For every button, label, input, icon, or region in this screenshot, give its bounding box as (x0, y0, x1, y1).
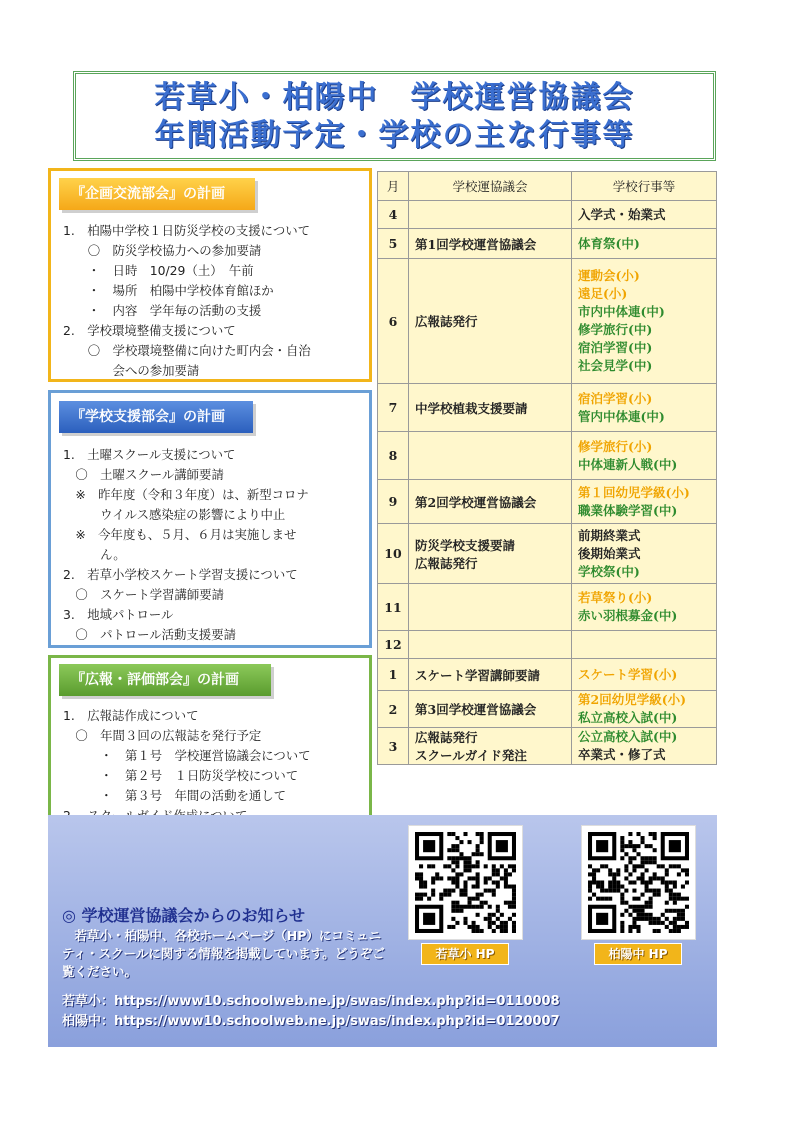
event-item: 修学旅行(小) (578, 438, 653, 454)
qr-label-wakakusa: 若草小 HP (421, 943, 509, 965)
schedule-row (378, 728, 717, 765)
event-item: 職業体験学習(中) (578, 502, 678, 518)
event-item: 若草祭り(小) (578, 590, 653, 605)
event-item: 中体連新人戦(中) (578, 456, 678, 472)
list-line: ・ 第１号 学校運営協議会について (63, 748, 311, 763)
schedule-council (409, 524, 572, 584)
support-panel (48, 390, 372, 648)
list-line: ウイルス感染症の影響により中止 (63, 507, 286, 522)
list-line: ・ 場所 柏陽中学校体育館ほか (63, 283, 274, 298)
list-line: 〇 土曜スクール講師要請 (63, 467, 224, 482)
council-item: スクールガイド発注 (415, 748, 527, 763)
schedule-events (572, 201, 717, 229)
schedule-events (572, 480, 717, 524)
schedule-body (378, 201, 717, 765)
schedule-council (409, 584, 572, 631)
schedule-events (572, 584, 717, 631)
list-line: 1. 土曜スクール支援について (63, 447, 236, 462)
schedule-month: 8 (378, 432, 409, 480)
schedule-month: 7 (378, 384, 409, 432)
schedule-council (409, 728, 572, 765)
schedule-month: 2 (378, 691, 409, 728)
list-line: 2. 学校環境整備支援について (63, 323, 236, 338)
event-item: 前期終業式 (578, 527, 641, 543)
notice-body: 若草小・柏陽中、各校ホームページ（HP）にコミュニティ・スクールに関する情報を掲載しています。どうぞご覧ください。 (62, 928, 385, 979)
event-item: 修学旅行(中) (578, 322, 653, 337)
list-line: 1. 柏陽中学校１日防災学校の支援について (63, 223, 310, 238)
schedule-month: 12 (378, 631, 409, 659)
event-item: 遠足(小) (578, 286, 628, 301)
event-item: 社会見学(中) (578, 358, 653, 373)
schedule-month: 6 (378, 259, 409, 384)
planning-list (63, 221, 363, 381)
schedule-events (572, 659, 717, 691)
list-line: 〇 防災学校協力への参加要請 (63, 243, 262, 258)
list-line: ・ 内容 学年毎の活動の支援 (63, 303, 262, 318)
schedule-council (409, 384, 572, 432)
schedule-council (409, 480, 572, 524)
schedule-events (572, 691, 717, 728)
schedule-row (378, 384, 717, 432)
schedule-row (378, 524, 717, 584)
title-line-1: 若草小・柏陽中 学校運営協議会 (154, 80, 635, 115)
council-item: 防災学校支援要請 (415, 537, 516, 553)
schedule-council (409, 229, 572, 259)
schedule-month: 5 (378, 229, 409, 259)
schedule-events (572, 524, 717, 584)
event-item: 赤い羽根募金(中) (578, 608, 678, 623)
schedule-header-row (378, 172, 717, 201)
schedule-row (378, 480, 717, 524)
council-item: 広報誌発行 (415, 555, 478, 571)
schedule-council (409, 201, 572, 229)
list-line: ※ 昨年度（令和３年度）は、新型コロナ (63, 487, 309, 502)
event-item: 第2回幼児学級(小) (578, 692, 687, 707)
title-line-2: 年間活動予定・学校の主な行事等 (154, 118, 635, 153)
schedule-row (378, 584, 717, 631)
schedule-council (409, 259, 572, 384)
schedule-events (572, 432, 717, 480)
list-line: 1. 広報誌作成について (63, 708, 199, 723)
schedule-council (409, 691, 572, 728)
qr-code-hakuyo[interactable] (581, 825, 696, 940)
list-line: ・ 日時 10/29（土） 午前 (63, 263, 254, 278)
notice-title: ◎ 学校運営協議会からのお知らせ (62, 906, 306, 925)
council-item: 広報誌発行 (415, 314, 478, 329)
event-item: 体育祭(中) (578, 235, 640, 251)
schedule-council (409, 432, 572, 480)
schedule-row (378, 432, 717, 480)
list-line: ・ 第３号 年間の活動を通して (63, 788, 287, 803)
list-line: 3. 地域パトロール (63, 607, 174, 622)
list-line: 〇 パトロール活動支援要請 (63, 627, 236, 642)
support-list (63, 445, 363, 645)
schedule-month: 10 (378, 524, 409, 584)
event-item: 卒業式・修了式 (578, 747, 666, 762)
event-item: 宿泊学習(中) (578, 340, 653, 355)
planning-panel-title: 『企画交流部会』の計画 (59, 178, 255, 210)
list-line: ん。 (63, 547, 126, 562)
qr-code-icon (588, 832, 689, 933)
schedule-row (378, 631, 717, 659)
schedule-month: 1 (378, 659, 409, 691)
schedule-row (378, 229, 717, 259)
pr-panel-title: 『広報・評価部会』の計画 (59, 664, 271, 696)
url-hakuyo[interactable]: 柏陽中：https://www10.schoolweb.ne.jp/swas/index.php?id=0120007 (62, 1014, 560, 1029)
header-council: 学校運協議会 (409, 172, 572, 201)
council-item: 第1回学校運営協議会 (415, 236, 537, 252)
council-item: 第3回学校運営協議会 (415, 702, 537, 717)
planning-panel (48, 168, 372, 382)
schedule-row (378, 259, 717, 384)
event-item: 学校祭(中) (578, 563, 640, 579)
schedule-month: 4 (378, 201, 409, 229)
schedule-month: 3 (378, 728, 409, 765)
schedule-events (572, 728, 717, 765)
notice-panel (48, 815, 717, 1047)
header-month: 月 (378, 172, 409, 201)
list-line: 〇 スケート学習講師要請 (63, 587, 225, 602)
schedule-events (572, 631, 717, 659)
event-item: 公立高校入試(中) (578, 729, 678, 744)
schedule-row (378, 201, 717, 229)
schedule-row (378, 691, 717, 728)
schedule-events (572, 384, 717, 432)
schedule-month: 11 (378, 584, 409, 631)
schedule-month: 9 (378, 480, 409, 524)
event-item: スケート学習(小) (578, 666, 678, 682)
council-item: 中学校植栽支援要請 (415, 400, 528, 416)
schedule-council (409, 659, 572, 691)
qr-code-wakakusa[interactable] (408, 825, 523, 940)
header-events: 学校行事等 (572, 172, 717, 201)
support-panel-title: 『学校支援部会』の計画 (59, 401, 253, 433)
council-item: 第2回学校運営協議会 (415, 494, 537, 510)
event-item: 私立高校入試(中) (578, 710, 678, 725)
page-title (73, 71, 716, 161)
event-item: 運動会(小) (578, 268, 640, 283)
list-line: ※ 今年度も、５月、６月は実施しませ (63, 527, 297, 542)
event-item: 宿泊学習(小) (578, 390, 653, 406)
qr-code-icon (415, 832, 516, 933)
council-item: 広報誌発行 (415, 730, 478, 745)
event-item: 市内中体連(中) (578, 304, 665, 319)
list-line: 〇 年間３回の広報誌を発行予定 (63, 728, 262, 743)
schedule-events (572, 259, 717, 384)
schedule-council (409, 631, 572, 659)
url-wakakusa[interactable]: 若草小：https://www10.schoolweb.ne.jp/swas/index.php?id=0110008 (62, 994, 560, 1009)
event-item: 後期始業式 (578, 545, 641, 561)
list-line: 2. 若草小学校スケート学習支援について (63, 567, 298, 582)
list-line: 会への参加要請 (63, 363, 200, 378)
event-item: 第１回幼児学級(小) (578, 484, 690, 500)
schedule-table (377, 171, 717, 765)
event-item: 入学式・始業式 (578, 206, 666, 222)
event-item: 管内中体連(中) (578, 408, 665, 424)
council-item: スケート学習講師要請 (415, 667, 541, 683)
qr-label-hakuyo: 柏陽中 HP (594, 943, 682, 965)
schedule-events (572, 229, 717, 259)
list-line: ・ 第２号 １日防災学校について (63, 768, 299, 783)
list-line: 〇 学校環境整備に向けた町内会・自治 (63, 343, 311, 358)
schedule-row (378, 659, 717, 691)
